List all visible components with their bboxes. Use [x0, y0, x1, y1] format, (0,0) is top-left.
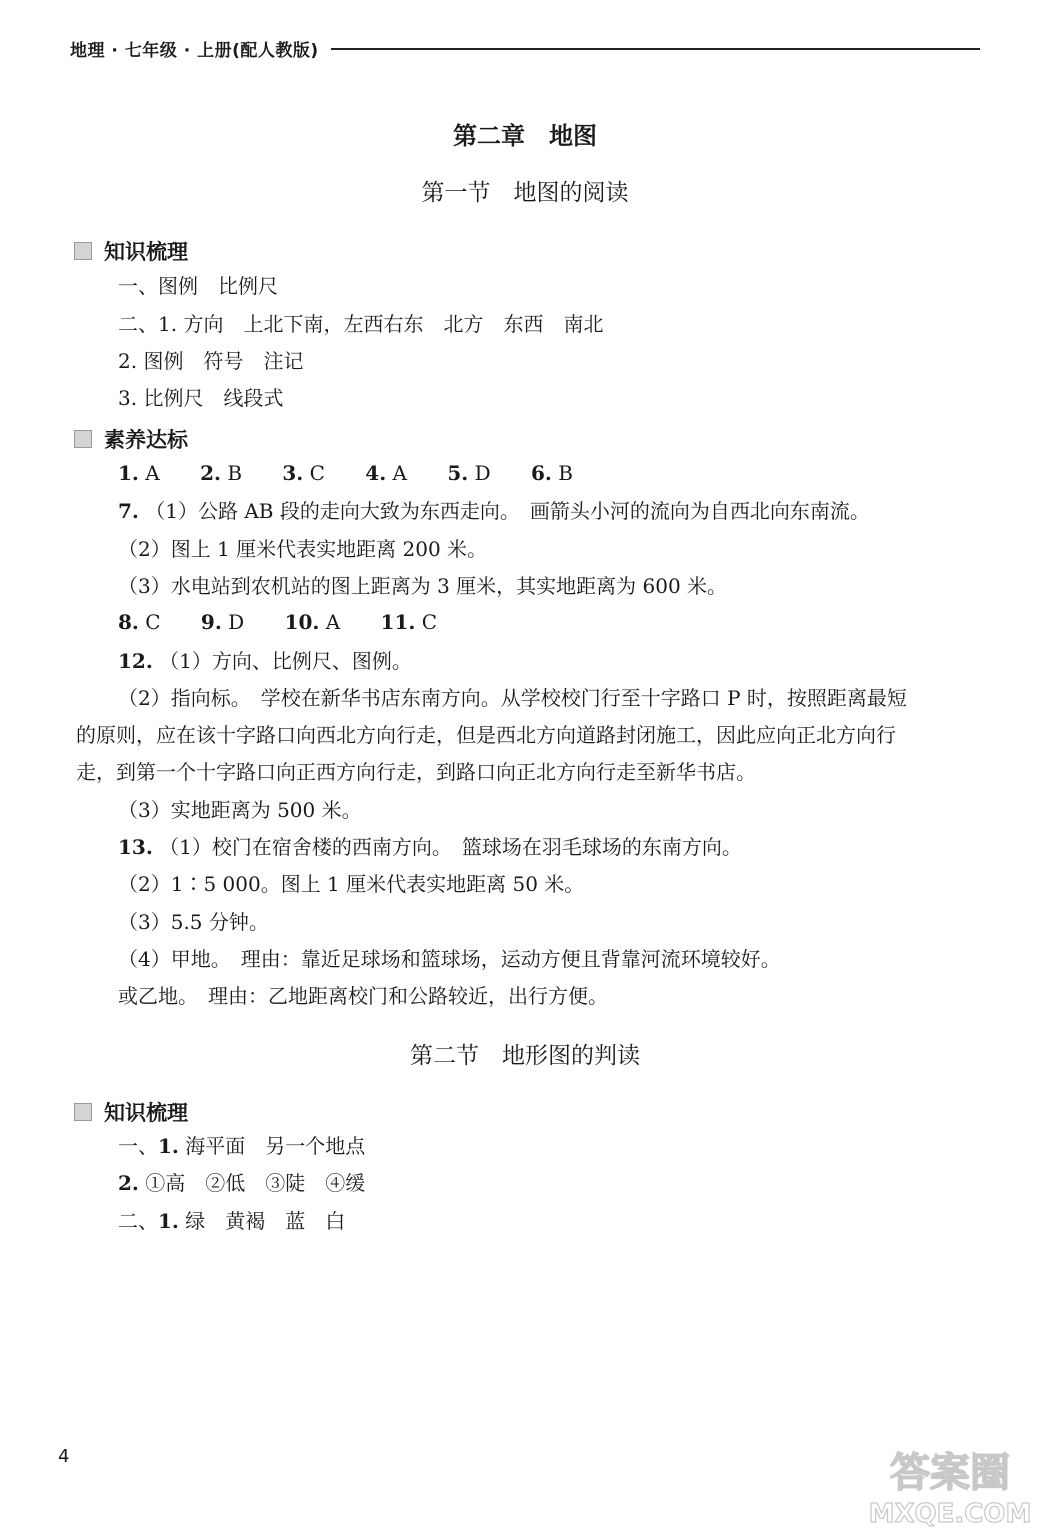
line-prefix: 二、	[118, 1209, 158, 1233]
answer-value: A	[392, 461, 407, 485]
chapter-title: 第二章 地图	[453, 121, 597, 150]
running-header	[70, 34, 980, 62]
answer-number: 9.	[200, 610, 222, 634]
answer-number: 2.	[200, 461, 221, 485]
answer-text: （1）方向、比例尺、图例。	[159, 649, 412, 673]
answer-number: 3.	[282, 461, 304, 485]
heading-marker-icon	[74, 430, 92, 448]
watermark-domain: MXQE.COM	[868, 1499, 1032, 1529]
q13-part2: （2）1∶5 000。图上 1 厘米代表实地距离 50 米。	[118, 872, 585, 896]
answer-value: B	[558, 461, 573, 485]
q13-part5: 或乙地。 理由：乙地距离校门和公路较近，出行方便。	[118, 984, 608, 1008]
answer-number: 1.	[118, 461, 139, 485]
heading-marker-icon	[74, 1103, 92, 1121]
item-text: 海平面 另一个地点	[185, 1134, 366, 1158]
answer-number: 4.	[365, 461, 387, 485]
answer-number: 10.	[284, 610, 320, 634]
heading-label: 素养达标	[104, 428, 188, 452]
answer-value: D	[228, 610, 245, 634]
answer-number: 8.	[118, 610, 139, 634]
answer-value: C	[421, 610, 438, 634]
knowledge-line: 一、图例 比例尺	[118, 274, 278, 298]
answer-text: （1）校门在宿舍楼的西南方向。 篮球场在羽毛球场的东南方向。	[159, 835, 742, 859]
answer-value: C	[309, 461, 325, 485]
answer-text: （1）公路 AB 段的走向大致为东西走向。 画箭头小河的流向为自西北向东南流。	[145, 499, 870, 523]
q13-part1	[118, 833, 742, 861]
heading-label: 知识梳理	[104, 1101, 188, 1125]
q13-part4: （4）甲地。 理由：靠近足球场和篮球场，运动方便且背靠河流环境较好。	[118, 947, 781, 971]
item-text: ①高 ②低 ③陡 ④缓	[145, 1171, 366, 1195]
question-number: 13.	[118, 835, 153, 859]
watermark-logo	[860, 1440, 1040, 1530]
answers-1-6	[118, 459, 573, 487]
answer-number: 5.	[447, 461, 469, 485]
item-number: 2.	[118, 1171, 139, 1195]
header-rule	[331, 48, 980, 50]
question-number: 7.	[118, 499, 139, 523]
s2-knowledge-line2	[118, 1169, 365, 1197]
q12-part3: （3）实地距离为 500 米。	[118, 798, 362, 822]
q12-part2-line1: （2）指向标。 学校在新华书店东南方向。从学校校门行至十字路口 P 时，按照距离最短	[118, 686, 907, 710]
section2-knowledge-heading	[74, 1097, 188, 1127]
answer-value: A	[325, 610, 341, 634]
q13-part3: （3）5.5 分钟。	[118, 910, 269, 934]
s2-knowledge-line1	[118, 1132, 365, 1160]
q7-part2: （2）图上 1 厘米代表实地距离 200 米。	[118, 537, 488, 561]
answer-value: A	[145, 461, 160, 485]
section1-practice-heading	[74, 424, 188, 454]
question-number: 12.	[118, 649, 153, 673]
knowledge-line: 二、1. 方向 上北下南，左西右东 北方 东西 南北	[118, 312, 604, 336]
header-title: 地理 · 七年级 · 上册(配人教版)	[70, 40, 319, 61]
heading-marker-icon	[74, 242, 92, 260]
q12-part1	[118, 647, 412, 675]
q7-part1	[118, 497, 870, 525]
s2-knowledge-line3	[118, 1207, 345, 1235]
heading-label: 知识梳理	[104, 240, 188, 264]
knowledge-line: 2. 图例 符号 注记	[118, 349, 304, 373]
section2-title: 第二节 地形图的判读	[410, 1043, 640, 1069]
page-number: 4	[58, 1446, 70, 1467]
answer-number: 6.	[531, 461, 552, 485]
line-prefix: 一、	[118, 1134, 158, 1158]
item-number: 1.	[158, 1209, 179, 1233]
q12-part2-line3: 走，到第一个十字路口向正西方向行走，到路口向正北方向行走至新华书店。	[76, 760, 756, 784]
knowledge-line: 3. 比例尺 线段式	[118, 386, 284, 410]
item-text: 绿 黄褐 蓝 白	[185, 1209, 346, 1233]
answer-value: C	[145, 610, 161, 634]
answers-8-11	[118, 608, 437, 636]
watermark-text: 答案圈	[890, 1450, 1010, 1496]
answer-value: D	[474, 461, 491, 485]
section1-knowledge-heading	[74, 236, 188, 266]
answer-value: B	[227, 461, 243, 485]
answer-number: 11.	[380, 610, 416, 634]
q12-part2-line2: 的原则，应在该十字路口向西北方向行走，但是西北方向道路封闭施工，因此应向正北方向行	[76, 723, 896, 747]
item-number: 1.	[158, 1134, 179, 1158]
section1-title: 第一节 地图的阅读	[421, 180, 629, 206]
q7-part3: （3）水电站到农机站的图上距离为 3 厘米，其实地距离为 600 米。	[118, 574, 728, 598]
